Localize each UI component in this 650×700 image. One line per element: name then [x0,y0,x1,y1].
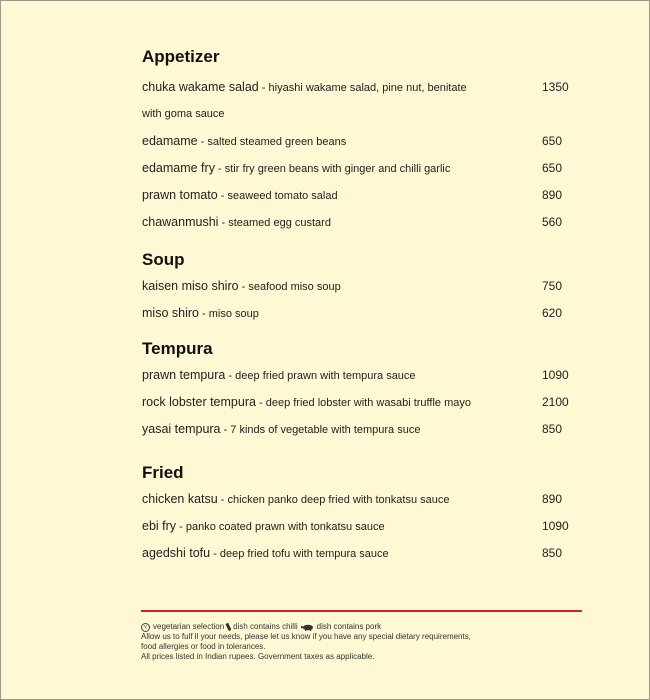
menu-item [142,419,572,439]
pork-icon [301,624,314,631]
footer-line: food allergies or food in tolerances. [141,642,266,651]
item-separator: - [255,397,263,409]
footer-notes [141,622,471,662]
section-title-soup: Soup [142,250,185,269]
menu-item [142,77,572,97]
item-description: seaweed tomato salad [224,190,338,202]
item-name: ebi fry [142,519,177,533]
item-name: rock lobster tempura [142,395,256,409]
item-price: 1090 [542,519,569,533]
item-separator: - [220,424,228,436]
item-separator: - [238,281,246,293]
item-description: deep fried prawn with tempura sauce [232,370,416,382]
chilli-icon [226,623,232,632]
dietary-legend [141,622,471,632]
item-description: hiyashi wakame salad, pine nut, benitate [265,82,467,94]
item-price: 1090 [542,368,569,382]
item-separator: - [225,370,233,382]
item-separator: - [218,217,226,229]
footer-divider [141,610,582,612]
menu-item [142,131,572,151]
footer-line: Allow us to fulf ll your needs, please let us know if you have any special dietary requirements, [141,632,471,641]
item-price: 650 [542,134,563,148]
item-price: 850 [542,422,563,436]
item-price: 890 [542,188,563,202]
item-price: 560 [542,215,563,229]
vegetarian-icon: v [141,623,150,632]
item-name: prawn tomato [142,188,218,202]
item-price: 2100 [542,395,569,409]
menu-item [142,543,572,563]
item-separator: - [197,136,205,148]
item-name: miso shiro [142,306,199,320]
section-title-fried: Fried [142,463,184,482]
menu-item [142,392,572,412]
item-description: salted steamed green beans [204,136,347,148]
section-title-tempura: Tempura [142,339,213,358]
item-separator: - [176,521,183,533]
footer-line: All prices listed in Indian rupees. Government taxes as applicable. [141,652,375,661]
item-price: 1350 [542,80,569,94]
item-price: 850 [542,546,563,560]
item-description-continued: with goma sauce [142,108,225,120]
item-separator: - [214,163,222,175]
item-price: 750 [542,279,563,293]
item-name: chicken katsu [142,492,218,506]
item-separator: - [210,548,217,560]
vegetarian-label: vegetarian selection [153,622,225,631]
item-name: yasai tempura [142,422,221,436]
item-description: seafood miso soup [245,281,341,293]
menu-item [142,516,572,536]
menu-item [142,185,572,205]
item-name: edamame fry [142,161,215,175]
item-price: 620 [542,306,563,320]
item-price: 890 [542,492,563,506]
item-description: chicken panko deep fried with tonkatsu sauce [224,494,450,506]
item-separator: - [217,494,225,506]
menu-item [142,365,572,385]
item-separator: - [258,82,266,94]
item-description: steamed egg custard [225,217,331,229]
menu-item [142,158,572,178]
item-description: deep fried tofu with tempura sauce [216,548,389,560]
chilli-label: dish contains chilli [233,622,298,631]
item-description: deep fried lobster with wasabi truffle mayo [262,397,471,409]
item-name: agedshi tofu [142,546,211,560]
item-name: chawanmushi [142,215,219,229]
item-separator: - [198,308,206,320]
item-description: panko coated prawn with tonkatsu sauce [182,521,385,533]
item-name: prawn tempura [142,368,226,382]
menu-item [142,212,572,232]
menu-item [142,303,572,323]
item-name: edamame [142,134,198,148]
pork-label: dish contains pork [316,622,382,631]
menu-item [142,489,572,509]
section-title-appetizer: Appetizer [142,47,220,66]
item-name: chuka wakame salad [142,80,259,94]
item-description: 7 kinds of vegetable with tempura suce [227,424,421,436]
item-description: stir fry green beans with ginger and chilli garlic [221,163,451,175]
item-price: 650 [542,161,563,175]
item-name: kaisen miso shiro [142,279,239,293]
menu-item [142,276,572,296]
item-description: miso soup [205,308,259,320]
item-separator: - [217,190,225,202]
